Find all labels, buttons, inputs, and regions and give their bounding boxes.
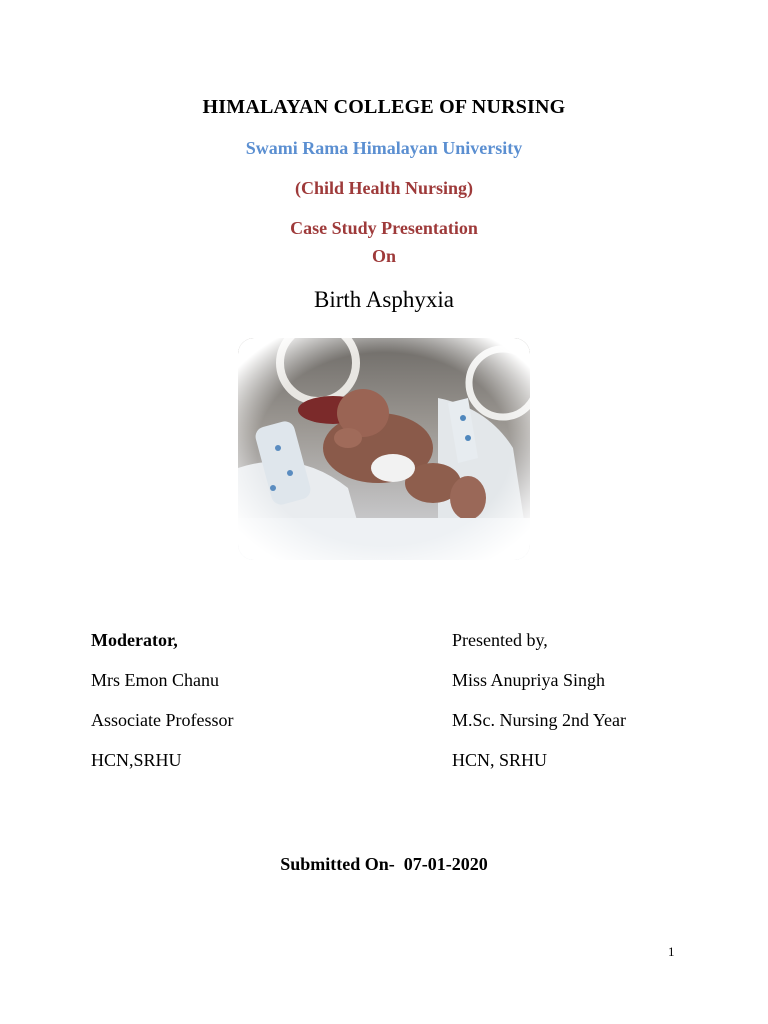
newborn-photo [238,338,530,560]
college-title: HIMALAYAN COLLEGE OF NURSING [202,96,566,118]
presenter-heading: Presented by, [452,630,548,650]
page-number: 1 [668,944,675,959]
submission-date: Submitted On- 07-01-2020 [280,854,488,874]
presentation-on-label: On [371,246,396,266]
presenter-name: Miss Anupriya Singh [452,670,606,690]
department-name: (Child Health Nursing) [294,178,474,198]
moderator-name: Mrs Emon Chanu [91,670,219,690]
topic-title: Birth Asphyxia [314,287,454,312]
moderator-designation: Associate Professor [91,710,234,730]
moderator-heading: Moderator, [91,630,178,650]
university-name: Swami Rama Himalayan University [245,138,523,158]
presenter-institution: HCN, SRHU [452,750,548,770]
presenter-designation: M.Sc. Nursing 2nd Year [452,710,627,730]
moderator-institution: HCN,SRHU [91,750,182,770]
presentation-label: Case Study Presentation [290,218,478,238]
